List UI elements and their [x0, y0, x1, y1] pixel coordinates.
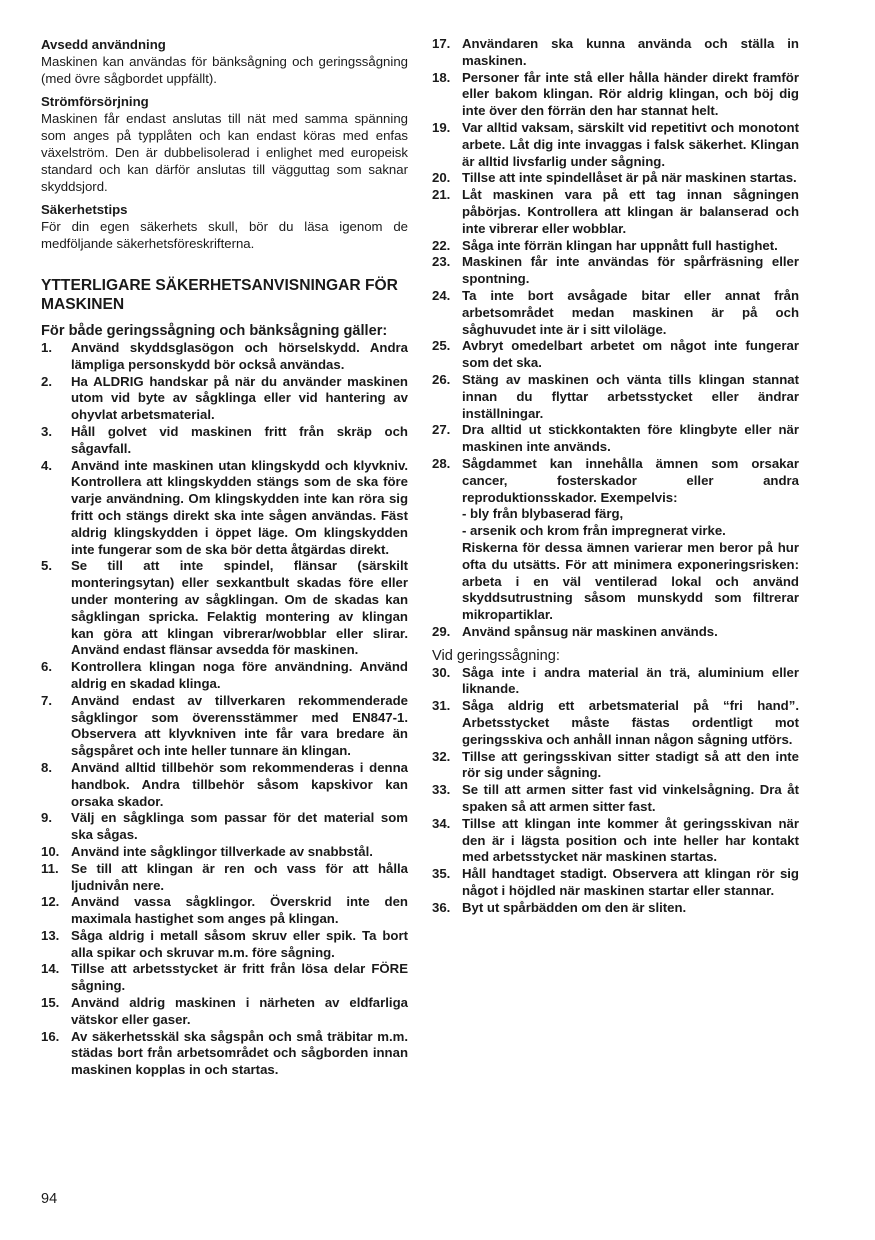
list-item [432, 372, 799, 422]
item-body [462, 70, 799, 120]
item-subpoint: - arsenik och krom från impregnerat virke. [462, 523, 726, 539]
page-number: 94 [41, 1191, 58, 1207]
item-number: 7. [41, 692, 52, 708]
safety-tips-section [41, 201, 408, 252]
list-item [432, 698, 799, 748]
item-number: 26. [432, 371, 451, 387]
item-text: Använd endast av tillverkaren rekommenderade sågklingor som överensstämmer med EN847-1. Observera att klyvkniven inte får vara bredare än sågspåret och inte heller tunnare än klingan. [71, 692, 408, 759]
item-text: Såga inte förrän klingan har uppnått full hastighet. [462, 237, 778, 253]
list-item [432, 338, 799, 372]
item-number: 22. [432, 237, 451, 253]
item-body [71, 894, 408, 928]
item-text: Ta inte bort avsågade bitar eller annat från arbetsområdet medan maskinen är på och såghuvudet inte är i sitt viloläge. [462, 287, 799, 337]
item-text: Använd aldrig maskinen i närheten av eldfarliga vätskor eller gaser. [71, 995, 408, 1027]
list-item [41, 374, 408, 424]
list-item [432, 900, 799, 917]
item-text: Såga aldrig i metall såsom skruv eller spik. Ta bort alla spikar och skruvar m.m. före sågning. [71, 927, 408, 960]
item-body [71, 928, 408, 962]
list-item [432, 816, 799, 866]
item-text: Byt ut spårbädden om den är sliten. [462, 899, 687, 915]
item-text: Använd skyddsglasögon och hörselskydd. Andra lämpliga personskydd bör också användas. [71, 340, 408, 372]
item-text: Använd inte sågklingor tillverkade av snabbstål. [71, 843, 373, 859]
list-item [432, 170, 799, 187]
item-text: Såga aldrig ett arbetsmaterial på “fri hand”. Arbetsstycket måste fästas ordentligt mot geringsskiva och anhåll innan någon sågning utförs. [462, 698, 799, 747]
item-text: Tillse att inte spindellåset är på när maskinen startas. [462, 170, 797, 186]
item-number: 24. [432, 287, 451, 303]
item-body [462, 698, 799, 748]
item-number: 15. [41, 995, 60, 1011]
item-number: 30. [432, 664, 451, 680]
item-text: Kontrollera klingan noga före användning. Använd aldrig en skadad klinga. [71, 659, 408, 691]
list-item [41, 894, 408, 928]
list-item [432, 624, 799, 641]
item-number: 27. [432, 422, 451, 438]
item-number: 5. [41, 558, 52, 574]
item-text: Tillse att klingan inte kommer åt geringsskivan när den är i lägsta position och inte heller har kontakt med arbetsstycket när maskinen startas. [462, 815, 799, 865]
intended-use-section [41, 36, 408, 87]
item-number: 3. [41, 423, 52, 439]
item-body [71, 995, 408, 1029]
item-number: 12. [41, 894, 60, 910]
item-number: 19. [432, 119, 451, 135]
item-number: 16. [41, 1028, 60, 1044]
item-body [71, 693, 408, 760]
section-heading: Avsedd användning [41, 37, 166, 52]
item-subpoint: - bly från blybaserad färg, [462, 506, 624, 522]
safety-list-right [432, 36, 799, 641]
item-number: 33. [432, 782, 451, 798]
item-number: 28. [432, 455, 451, 471]
section-heading: Strömförsörjning [41, 94, 149, 109]
item-number: 31. [432, 698, 451, 714]
item-body [462, 120, 799, 170]
list-item [432, 238, 799, 255]
item-text: Dra alltid ut stickkontakten före klingbyte eller när maskinen inte används. [462, 422, 799, 455]
item-body [71, 861, 408, 895]
item-number: 21. [432, 187, 451, 203]
item-text: Såga inte i andra material än trä, aluminium eller liknande. [462, 664, 799, 697]
list-item [41, 861, 408, 895]
item-body [462, 900, 799, 917]
miter-safety-list [432, 665, 799, 917]
item-body [71, 844, 408, 861]
list-item [432, 665, 799, 699]
item-number: 9. [41, 810, 52, 826]
list-item [432, 120, 799, 170]
safety-instructions-title: YTTERLIGARE SÄKERHETSANVISNINGAR FÖR MASKINEN [41, 277, 398, 313]
miter-sawing-heading: Vid geringssågning: [432, 647, 560, 664]
item-body [71, 1029, 408, 1079]
item-body [462, 372, 799, 422]
item-number: 18. [432, 69, 451, 85]
item-number: 4. [41, 457, 52, 473]
list-item [432, 422, 799, 456]
item-body [462, 254, 799, 288]
item-text: Använd inte maskinen utan klingskydd och klyvkniv. Kontrollera att klingskydden stängs som de ska före varje användning. Om klingskydden inte kan röra sig fritt och stängs direkt ska inte sågen användas. Fäst aldrig klingskydden i öppet läge. Om klingskydden inte fungerar som de ska bör detta åtgärdas direkt. [71, 457, 408, 557]
item-text: Använd vassa sågklingor. Överskrid inte den maximala hastighet som anges på klingan. [71, 894, 408, 927]
list-item [432, 749, 799, 783]
list-item [41, 424, 408, 458]
item-text: Avbryt omedelbart arbetet om något inte fungerar som det ska. [462, 338, 799, 371]
item-number: 29. [432, 623, 451, 639]
item-number: 23. [432, 254, 451, 270]
item-number: 36. [432, 899, 451, 915]
item-text: Tillse att arbetsstycket är fritt från lösa delar FÖRE sågning. [71, 961, 408, 994]
item-body [71, 810, 408, 844]
item-text: Använd spånsug när maskinen används. [462, 623, 718, 639]
item-body [462, 36, 799, 70]
item-number: 35. [432, 866, 451, 882]
item-body [71, 659, 408, 693]
item-text: Se till att armen sitter fast vid vinkelsågning. Dra åt spaken så att armen sitter fast. [462, 782, 799, 815]
item-text: Använd alltid tillbehör som rekommenderas i denna handbok. Andra tillbehör såsom kapskivor kan orsaka skador. [71, 759, 408, 809]
item-body [462, 288, 799, 338]
list-item [41, 961, 408, 995]
item-text: Stäng av maskinen och vänta tills klingan stannat innan du flyttar arbetsstycket eller ändrar inställningar. [462, 371, 799, 421]
item-body [71, 558, 408, 659]
item-body [462, 422, 799, 456]
left-column [41, 36, 408, 1079]
item-body [71, 458, 408, 559]
item-body [462, 866, 799, 900]
item-body [462, 187, 799, 237]
item-text: Tillse att geringsskivan sitter stadigt så att den inte rör sig under sågning. [462, 748, 799, 781]
right-column [432, 36, 799, 917]
item-number: 13. [41, 927, 60, 943]
item-text: Ha ALDRIG handskar på när du använder maskinen utom vid byte av sågklinga eller vid hantering av ohyvlat arbetsmaterial. [71, 373, 408, 423]
list-item [432, 782, 799, 816]
item-body [71, 961, 408, 995]
item-text: Personer får inte stå eller hålla händer direkt framför eller bakom klingan. Rör aldrig klingan, och böj dig inte över den förrän den har stannat helt. [462, 69, 799, 119]
item-text: Se till att inte spindel, flänsar (särskilt monteringsytan) eller sexkantbult skadas före eller under montering av sågklingan. Om de skadas kan sågklingan spricka. Felaktig montering av klingan kan göra att klingan vibrerar/wobblar eller slirar. Använd endast flänsar avsedda för maskinen. [71, 558, 408, 658]
list-item [41, 760, 408, 810]
item-number: 20. [432, 170, 451, 186]
list-item [41, 458, 408, 559]
item-number: 32. [432, 748, 451, 764]
list-item [432, 36, 799, 70]
list-item [41, 693, 408, 760]
item-text: Håll golvet vid maskinen fritt från skräp och sågavfall. [71, 423, 408, 456]
item-text: Välj en sågklinga som passar för det material som ska sågas. [71, 810, 408, 843]
list-item [432, 254, 799, 288]
list-item [41, 558, 408, 659]
item-text: Maskinen får inte användas för spårfräsning eller spontning. [462, 254, 799, 287]
item-text: Var alltid vaksam, särskilt vid repetitivt och monotont arbete. Låt dig inte invaggas i falsk säkerhet. Klingan är alltid livsfarlig under sågning. [462, 119, 799, 169]
list-item [41, 928, 408, 962]
item-number: 8. [41, 759, 52, 775]
item-number: 14. [41, 961, 60, 977]
general-rules-heading: För både geringssågning och bänksågning gäller: [41, 323, 388, 339]
list-item [41, 659, 408, 693]
item-text: Användaren ska kunna använda och ställa in maskinen. [462, 36, 799, 68]
item-number: 25. [432, 338, 451, 354]
item-extra-text: Riskerna för dessa ämnen varierar men beror på hur ofta du utsätts. För att minimera exponeringsrisken: arbeta i en väl ventilerad lokal och använd skyddsutrustning såsom munskydd som filtrerar mikropartiklar. [462, 539, 799, 623]
item-body [462, 624, 799, 641]
item-text: Håll handtaget stadigt. Observera att klingan rör sig något i höjdled när maskinen startar eller stannar. [462, 866, 799, 899]
item-body [462, 782, 799, 816]
list-item [41, 810, 408, 844]
item-body [462, 665, 799, 699]
list-item [432, 866, 799, 900]
section-text: Maskinen kan användas för bänksågning och geringssågning (med övre sågbordet uppfällt). [41, 54, 408, 86]
list-item [432, 70, 799, 120]
item-body [462, 170, 799, 187]
list-item [41, 340, 408, 374]
item-number: 2. [41, 373, 52, 389]
section-text: För din egen säkerhets skull, bör du läsa igenom de medföljande säkerhetsföreskrifterna. [41, 219, 408, 251]
list-item [41, 844, 408, 861]
item-body [462, 456, 799, 624]
item-number: 34. [432, 815, 451, 831]
item-body [462, 749, 799, 783]
section-heading: Säkerhetstips [41, 202, 128, 217]
item-body [462, 816, 799, 866]
item-number: 17. [432, 36, 451, 51]
item-text: Sågdammet kan innehålla ämnen som orsakar cancer, fosterskador eller andra reproduktionsskador. Exempelvis: [462, 455, 799, 505]
item-body [462, 338, 799, 372]
section-text: Maskinen får endast anslutas till nät med samma spänning som anges på typplåten och kan endast köras med enfas växelström. Den är dubbelisolerad i enlighet med europeisk standard och kan därför anslutas till vägguttag som saknar skyddsjord. [41, 111, 408, 194]
power-supply-section [41, 93, 408, 195]
item-text: Av säkerhetsskäl ska sågspån och små träbitar m.m. städas bort från arbetsområdet och sågborden innan maskinen kopplas in och startas. [71, 1028, 408, 1078]
item-text: Låt maskinen vara på ett tag innan sågningen påbörjas. Kontrollera att klingan är balanserad och inte vibrerar eller wobblar. [462, 187, 799, 236]
item-text: Se till att klingan är ren och vass för att hålla ljudnivån nere. [71, 860, 408, 893]
item-body [462, 238, 799, 255]
item-number: 1. [41, 340, 52, 355]
item-body [71, 760, 408, 810]
item-number: 11. [41, 860, 59, 876]
safety-list-left [41, 340, 408, 1079]
list-item [41, 1029, 408, 1079]
item-number: 10. [41, 843, 60, 859]
item-number: 6. [41, 659, 52, 675]
item-body [71, 374, 408, 424]
item-body [71, 424, 408, 458]
list-item [432, 187, 799, 237]
list-item [432, 456, 799, 624]
list-item [41, 995, 408, 1029]
list-item [432, 288, 799, 338]
item-body [71, 340, 408, 374]
